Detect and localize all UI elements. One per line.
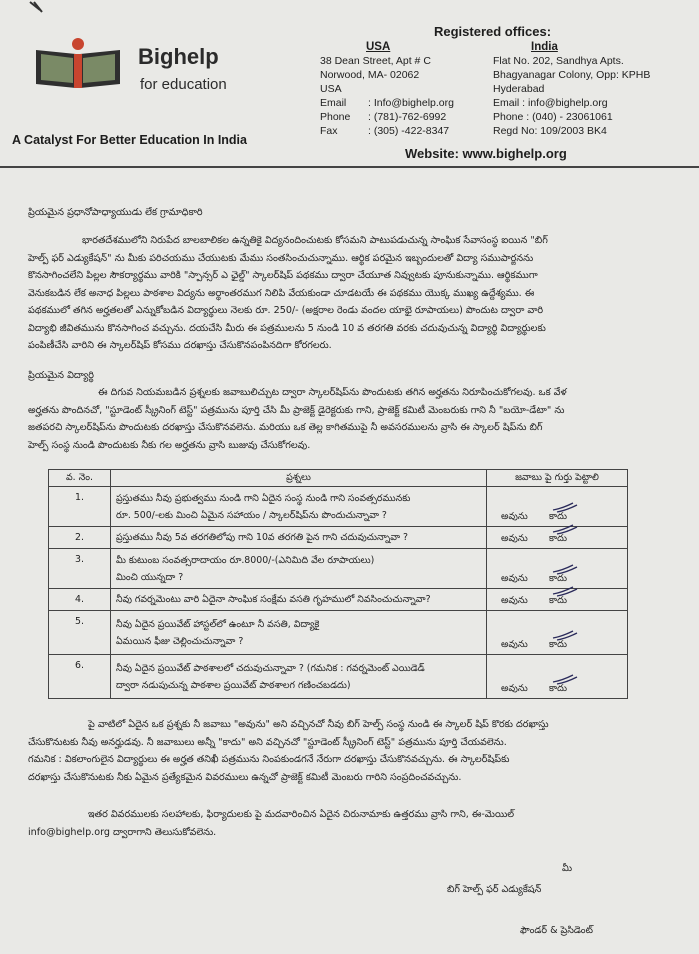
answer-no-option[interactable]: [549, 595, 567, 608]
row-number: 2.: [49, 527, 111, 549]
salutation-headmaster: ప్రియమైన ప్రధానోపాధ్యాయుడు లేక గ్రామాధికారి: [28, 207, 203, 218]
question-line: నీవు ఏదైన ప్రయివేట్ హాస్టల్‌లో ఉంటూ నీ వసతి, విద్యాకై: [116, 618, 320, 630]
paragraph-line: info@bighelp.org ద్వారాగాని తెలుసుకోవలెను.: [28, 826, 217, 838]
handwritten-tick-icon: [543, 673, 589, 687]
paragraph-line: చేసుకొనుటకు నీవు అనర్హుడవు. నీ జవాబులు అన్నీ "కాదు" అని వచ్చినచో "స్టూడెంట్ స్క్రీనింగ్ టెస్ట్" పత్రమును పూర్తి చేయవలెను.: [28, 736, 507, 748]
india-regd-no: Regd No: 109/2003 BK4: [493, 125, 607, 137]
paragraph-line: కొనసాగించలేని పిల్లల సౌకర్యార్థము వారికి "స్పాన్సర్ ఎ ఛైల్డ్" స్కాలర్‌షిప్ పథకము ద్వారా చేయూత నివ్వుటకు పూనుకున్నాము. ఆర్థికముగా: [28, 270, 538, 281]
india-address-line: Flat No. 202, Sandhya Apts.: [493, 55, 624, 67]
table-row: [49, 527, 628, 549]
bighelp-logo-icon: [32, 36, 124, 92]
answer-yes-option[interactable]: అవును: [501, 595, 528, 606]
india-office: [493, 40, 693, 138]
brand-subtitle: for education: [140, 76, 227, 93]
question-line: ఏమయిన ఫీజు చెల్లించుచున్నావా ?: [116, 635, 244, 647]
eligibility-table: [48, 469, 628, 699]
table-header-row: [49, 470, 628, 487]
signature-title: ఫౌండర్ & ప్రెసిడెంట్: [520, 925, 593, 936]
header-questions: ప్రశ్నలు: [111, 470, 487, 487]
row-answer[interactable]: [487, 487, 628, 527]
row-number: 6.: [49, 655, 111, 699]
row-question: [111, 655, 487, 699]
tagline: A Catalyst For Better Education In India: [12, 133, 247, 147]
usa-address-line: USA: [320, 83, 342, 95]
question-line: నీవు గవర్నమెంటు వారి ఏదైనా సాంఘిక సంక్షేమ వసతి గృహములో నివసించుచున్నావా?: [116, 594, 431, 605]
answer-yes-option[interactable]: అవును: [501, 511, 528, 522]
question-line: ప్రస్తుతము నీవు 5వ తరగతిలోపు గాని 10వ తరగతి పైన గాని చదువుచున్నావా ?: [116, 532, 408, 543]
signature-yours: మీ: [562, 863, 573, 874]
salutation-student: ప్రియమైన విద్యార్థి: [28, 370, 94, 381]
paragraph-line: భారతదేశములోని నిరుపేద బాలబాలికల ఉన్నతికై విద్యనందించుటకు కోసమని పాటుపడుచున్న సాంఘిక సేవాసంస్థ ఐయిన "బిగ్: [82, 235, 548, 246]
row-number: 1.: [49, 487, 111, 527]
answer-no-option[interactable]: [549, 639, 567, 652]
answer-no-label: కాదు: [549, 573, 567, 584]
handwritten-tick-icon: [543, 563, 589, 577]
india-phone: Phone : (040) - 23061061: [493, 111, 613, 123]
paragraph-line: హెల్ప్ ఫర్ ఎడ్యుకేషన్" ను మీకు పరిచయము చేయుటకు మేము సంతసించుచున్నాము. ఆర్థిక పరమైన ఇబ్బందులతో విద్యా సముపార్జనను: [28, 252, 534, 264]
usa-phone-label: Phone: [320, 111, 351, 123]
question-line: ప్రస్తుతము నీవు ప్రభుత్వము నుండి గాని ఏదైన సంస్థ నుండి గాని సంవత్సరమునకు: [116, 492, 411, 504]
scan-mark-icon: [28, 0, 48, 18]
row-answer[interactable]: [487, 527, 628, 549]
question-line: రూ. 500/-లకు మించి ఏమైన సహాయం / స్కాలర్‌షిప్‌ను పొందుచున్నావా ?: [116, 509, 387, 521]
paragraph-line: దరఖాస్తు చేసుకొనుటకు నీకు ఏమైన ప్రత్యేకమైన వివరములు ఉన్నచో ప్రాజెక్ట్ కమిటీ మెంబరు గారిని సంప్రదించవచ్చును.: [28, 771, 462, 783]
answer-yes-option[interactable]: అవును: [501, 573, 528, 584]
answer-no-label: కాదు: [549, 595, 567, 606]
usa-office: [320, 40, 495, 138]
header-divider: [0, 166, 699, 168]
row-question: [111, 527, 487, 549]
india-email: Email : info@bighelp.org: [493, 97, 608, 109]
answer-yes-option[interactable]: అవును: [501, 533, 528, 544]
row-number: 5.: [49, 611, 111, 655]
paragraph-line: ఈ దిగువ నియమబడిన ప్రశ్నలకు జవాబులిచ్చుట ద్వారా స్కాలర్‌షిప్‌ను పొందుటకు తగిన అర్హతను నిరూపించుకోగలవు. ఒక వేళ: [98, 387, 567, 398]
question-line: మించి యున్నదా ?: [116, 571, 184, 583]
handwritten-tick-icon: [543, 585, 589, 599]
row-answer[interactable]: [487, 589, 628, 611]
row-question: [111, 589, 487, 611]
table-row: [49, 589, 628, 611]
paragraph-line: హెల్ప్ సంస్థ నుండి పొందుటకు నీకు గల అర్హతను వ్రాసి బుజువు చేసుకోగలవు.: [28, 439, 311, 451]
row-answer[interactable]: [487, 611, 628, 655]
registered-offices-title: Registered offices:: [434, 24, 552, 39]
answer-yes-option[interactable]: అవును: [501, 683, 528, 694]
table-row: [49, 549, 628, 589]
intro-paragraph: [28, 232, 678, 355]
handwritten-tick-icon: [543, 523, 589, 537]
handwritten-tick-icon: [543, 501, 589, 515]
question-line: నీవు ఏదైన ప్రయివేట్ పాఠశాలలో చదువుచున్నావా ? (గమనిక : గవర్నమెంట్ ఎయిడెడ్: [116, 662, 425, 674]
usa-address-line: 38 Dean Street, Apt # C: [320, 55, 431, 67]
paragraph-line: పథకములో తగిన అర్హతలతో ఎన్నుకోబడిన విద్యార్థులు నెలకు రూ. 250/- (అక్షరాల రెండు వందల యాభై రూపాయలు) పొందుట ద్వారా వారి: [28, 305, 544, 316]
header-answer: జవాబు పై గుర్తు పెట్టాలి: [487, 470, 628, 487]
usa-email-label: Email: [320, 97, 347, 109]
question-line: ద్వారా నడుపుచున్న పాఠశాల ప్రయివేట్ పాఠశాలగ గణించబడదు): [116, 679, 351, 691]
usa-heading: USA: [366, 41, 391, 53]
answer-no-label: కాదు: [549, 533, 567, 544]
paragraph-line: ఇతర వివరములకు సలహాలకు, ఫిర్యాదులకు పై మదవారించిన ఏదైన చిరునామాకు ఉత్తరము వ్రాసి గాని, ఈ-మెయిల్: [88, 809, 515, 820]
row-number: 3.: [49, 549, 111, 589]
table-row: [49, 487, 628, 527]
row-question: [111, 611, 487, 655]
paragraph-line: వెనుకబడిన లేక అనాధ పిల్లలు పాఠశాల విద్యను అర్థాంతరముగ నిలిపి వేయకుండా చూడటయే ఈ పథకము యొక్క ముఖ్య ఉద్దేశ్యము. ఈ: [28, 287, 535, 299]
india-heading: India: [531, 41, 558, 53]
brand-name: Bighelp: [138, 44, 219, 69]
answer-no-label: కాదు: [549, 683, 567, 694]
table-row: [49, 611, 628, 655]
answer-no-option[interactable]: [549, 683, 567, 696]
usa-email: : Info@bighelp.org: [368, 97, 454, 109]
india-address-line: Bhagyanagar Colony, Opp: KPHB: [493, 69, 651, 81]
row-answer[interactable]: [487, 655, 628, 699]
usa-address-line: Norwood, MA- 02062: [320, 69, 420, 81]
paragraph-line: గమనిక : వికలాంగులైన విద్యార్థులు ఈ అర్హత తనిఖీ పత్రమును నింపకుండగనే నేరుగా దరఖాస్తు చేసుకొనవచ్చును. ఈ స్కాలర్‌షిప్‌కు: [28, 754, 510, 765]
table-row: [49, 655, 628, 699]
contact-paragraph: [28, 806, 678, 841]
row-question: [111, 487, 487, 527]
answer-no-option[interactable]: [549, 533, 567, 546]
eligibility-note-paragraph: [28, 716, 678, 786]
usa-fax-label: Fax: [320, 125, 338, 137]
paragraph-line: పంపిణీచేసి వారిని ఈ స్కాలర్‌షిప్ కోసము దరఖాస్తు చేసుకొనపంపినదిగా కోరగలరు.: [28, 340, 332, 351]
header-serial: వ. నెం.: [49, 470, 111, 487]
paragraph-line: అర్హతను పొందినచో, "స్టూడెంట్ స్క్రీనింగ్ టెస్ట్" పత్రమును పూర్తి చేసి మీ ప్రాజెక్ట్ డైరెక్టరుకు గాని, ప్రాజెక్ట్ కమిటీ మెంబరుకు గాని నీ "బయో-డేటా" ను: [28, 404, 565, 416]
website: Website: www.bighelp.org: [405, 146, 567, 161]
paragraph-line: జతపరచి స్కాలర్‌షిప్‌ను పొందుటకు దరఖాస్తు చేసుకొనవలెను. మరియు ఒక తెల్ల కాగితముపై నీ అవసరములను వ్రాసి ఈ స్కాలర్ షిప్‌ను బిగ్: [28, 422, 543, 433]
signature-org: బిగ్ హెల్ప్ ఫర్ ఎడ్యుకేషన్: [447, 884, 542, 895]
row-number: 4.: [49, 589, 111, 611]
usa-fax: : (305) -422-8347: [368, 125, 450, 137]
instructions-paragraph: [28, 384, 678, 454]
paragraph-line: విద్యాభి జీవితమును కొనసాగించ వచ్చును. దయచేసి మీరు ఈ పత్రములను 5 నుండి 10 వ తరగతి వరకు చదువుచున్న విద్యార్థి విద్యార్థులకు: [28, 322, 546, 334]
paragraph-line: పై వాటిలో ఏదైన ఒక ప్రశ్నకు నీ జవాబు "అవును" అని వచ్చినచో నీవు బిగ్ హెల్ప్ సంస్థ నుండి ఈ స్కాలర్ షిప్ కొరకు దరఖాస్తు: [88, 719, 549, 730]
handwritten-tick-icon: [543, 629, 589, 643]
usa-phone: : (781)-762-6992: [368, 111, 447, 123]
row-answer[interactable]: [487, 549, 628, 589]
answer-yes-option[interactable]: అవును: [501, 639, 528, 650]
row-question: [111, 549, 487, 589]
india-address-line: Hyderabad: [493, 83, 545, 95]
answer-no-label: కాదు: [549, 639, 567, 650]
answer-no-label: కాదు: [549, 511, 567, 522]
question-line: మీ కుటుంబ సంవత్సరాదాయం రూ.8000/-(ఎనిమిది వేల రూపాయలు): [116, 554, 375, 566]
